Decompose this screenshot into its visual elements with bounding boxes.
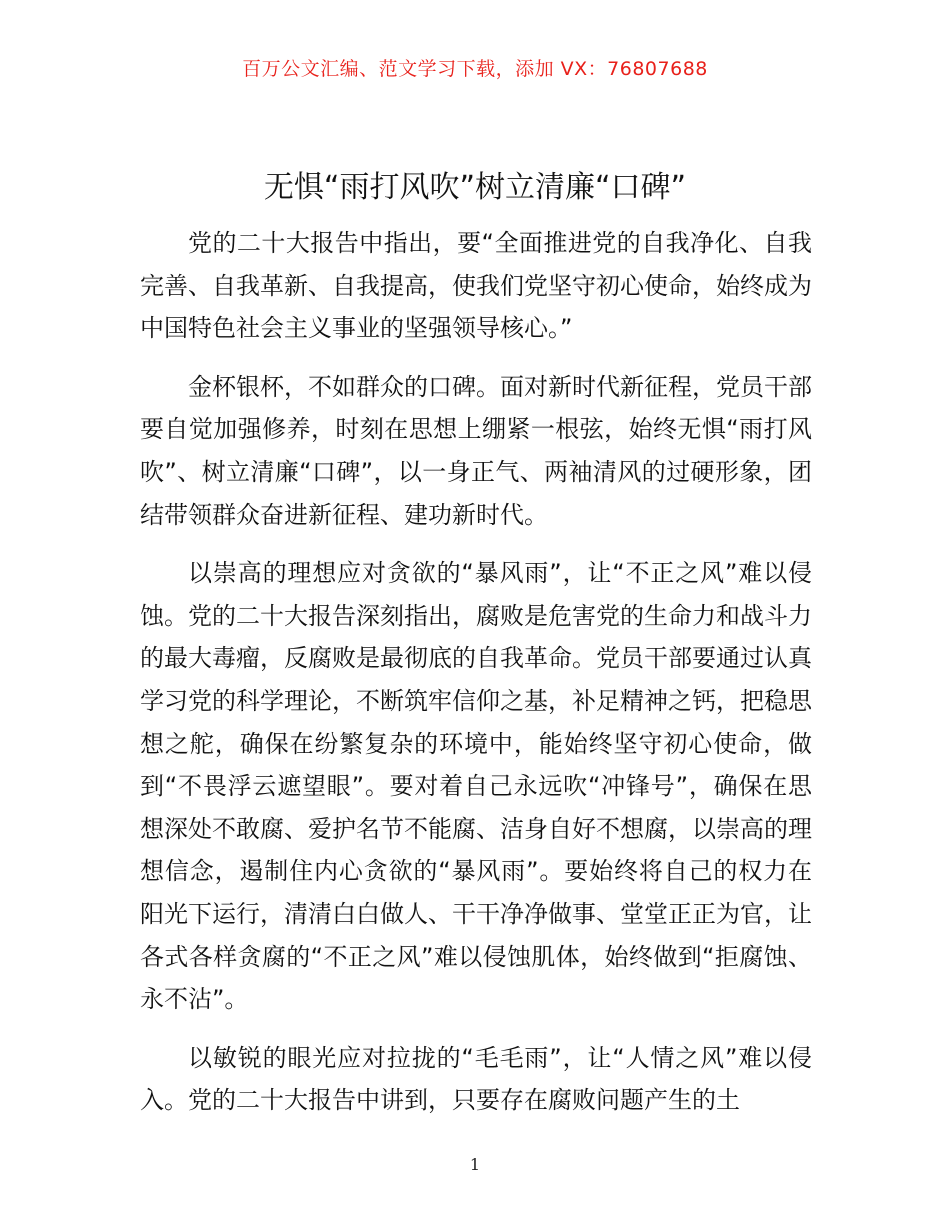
paragraph-4: 以敏锐的眼光应对拉拢的“毛毛雨”，让“人情之风”难以侵入。党的二十大报告中讲到，只要存在腐败问题产生的土 xyxy=(140,1043,812,1115)
document-title: 无惧“雨打风吹”树立清廉“口碑” xyxy=(263,170,687,205)
paragraph-3: 以崇高的理想应对贪欲的“暴风雨”，让“不正之风”难以侵蚀。党的二十大报告深刻指出，腐败是危害党的生命力和战斗力的最大毒瘤，反腐败是最彻底的自我革命。党员干部要通过认真学习党的科学理论，不断筑牢信仰之基，补足精神之钙，把稳思想之舵，确保在纷繁复杂的环境中，能始终坚守初心使命，做到“不畏浮云遮望眼”。要对着自己永远吹“冲锋号”，确保在思想深处不敢腐、爱护名节不能腐、洁身自好不想腐，以崇高的理想信念，遏制住内心贪欲的“暴风雨”。要始终将自己的权力在阳光下运行，清清白白做人、干干净净做事、堂堂正正为官，让各式各样贪腐的“不正之风”难以侵蚀肌体，始终做到“拒腐蚀、永不沾”。 xyxy=(140,559,812,1014)
paragraph-1: 党的二十大报告中指出，要“全面推进党的自我净化、自我完善、自我革新、自我提高，使我们党坚守初心使命，始终成为中国特色社会主义事业的坚强领导核心。” xyxy=(140,229,812,343)
header-banner: 百万公文汇编、范文学习下载，添加 VX：76807688 xyxy=(242,58,708,80)
page-number: 1 xyxy=(469,1155,481,1174)
paragraph-2: 金杯银杯，不如群众的口碑。面对新时代新征程，党员干部要自觉加强修养，时刻在思想上绷紧一根弦，始终无惧“雨打风吹”、树立清廉“口碑”，以一身正气、两袖清风的过硬形象，团结带领群众奋进新征程、建功新时代。 xyxy=(140,372,812,529)
document-body xyxy=(140,222,812,1138)
